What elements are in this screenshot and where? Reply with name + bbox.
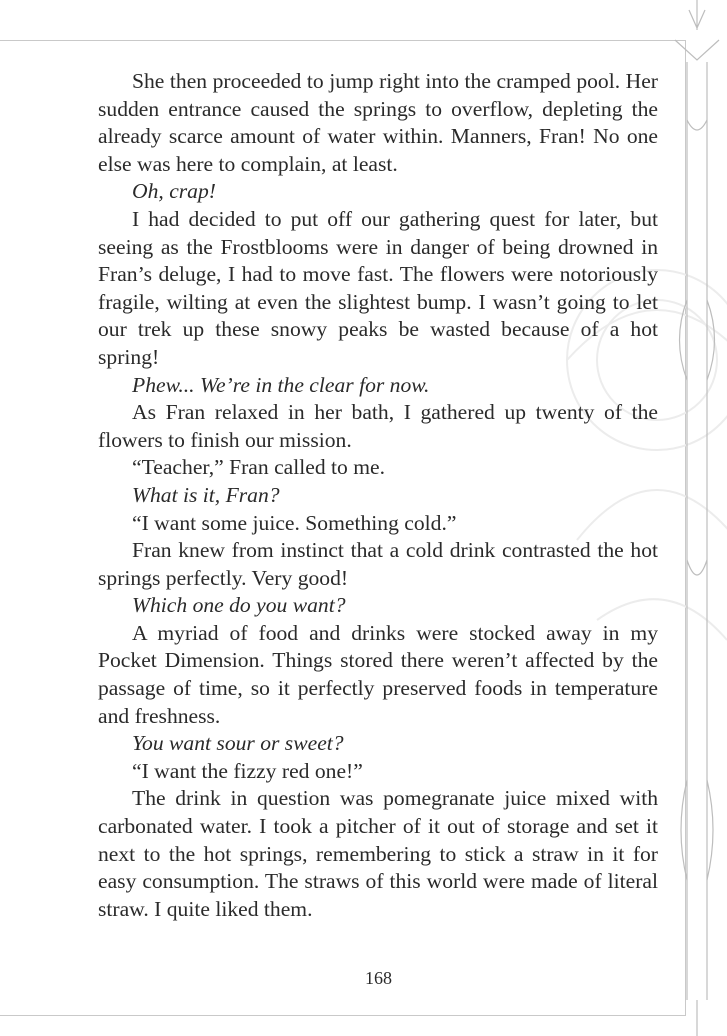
paragraph-1: She then proceeded to jump right into the cramped pool. Her sudden entrance caused the springs to overflow, depleting the already scarce amount of water within. Manners, Fran! No one else was here to complain, at least. xyxy=(98,69,658,176)
paragraph-13: “I want the fizzy red one!” xyxy=(132,758,363,783)
paragraph-5: As Fran relaxed in her bath, I gathered up twenty of the flowers to finish our mission. xyxy=(98,400,658,452)
paragraph-2: Oh, crap! xyxy=(132,179,216,204)
paragraph-3: I had decided to put off our gathering quest for later, but seeing as the Frostblooms were in danger of being drowned in Fran’s deluge, I had to move fast. The flowers were notoriously fragile, wilting at even the slightest bump. I wasn’t going to let our trek up these snowy peaks be wasted because of a hot spring! xyxy=(98,206,658,369)
paragraph-12: You want sour or sweet? xyxy=(132,731,344,756)
paragraph-6: “Teacher,” Fran called to me. xyxy=(132,455,386,480)
paragraph-9: Fran knew from instinct that a cold drink contrasted the hot springs perfectly. Very good! xyxy=(98,538,658,590)
paragraph-11: A myriad of food and drinks were stocked away in my Pocket Dimension. Things stored there weren’t affected by the passage of time, so it perfectly preserved foods in temperature and freshness. xyxy=(98,620,658,728)
border-ornament xyxy=(667,0,727,1036)
paragraph-7: What is it, Fran? xyxy=(132,482,280,507)
paragraph-10: Which one do you want? xyxy=(132,593,346,618)
page-number: 168 xyxy=(365,968,392,988)
paragraph-4: Phew... We’re in the clear for now. xyxy=(132,372,430,397)
paragraph-8: “I want some juice. Something cold.” xyxy=(132,510,457,535)
paragraph-14: The drink in question was pomegranate juice mixed with carbonated water. I took a pitcher of it out of storage and set it next to the hot springs, remembering to stick a straw in it for easy consumption. The straws of this world were made of literal straw. I quite liked them. xyxy=(98,786,658,921)
body-text xyxy=(98,68,658,923)
